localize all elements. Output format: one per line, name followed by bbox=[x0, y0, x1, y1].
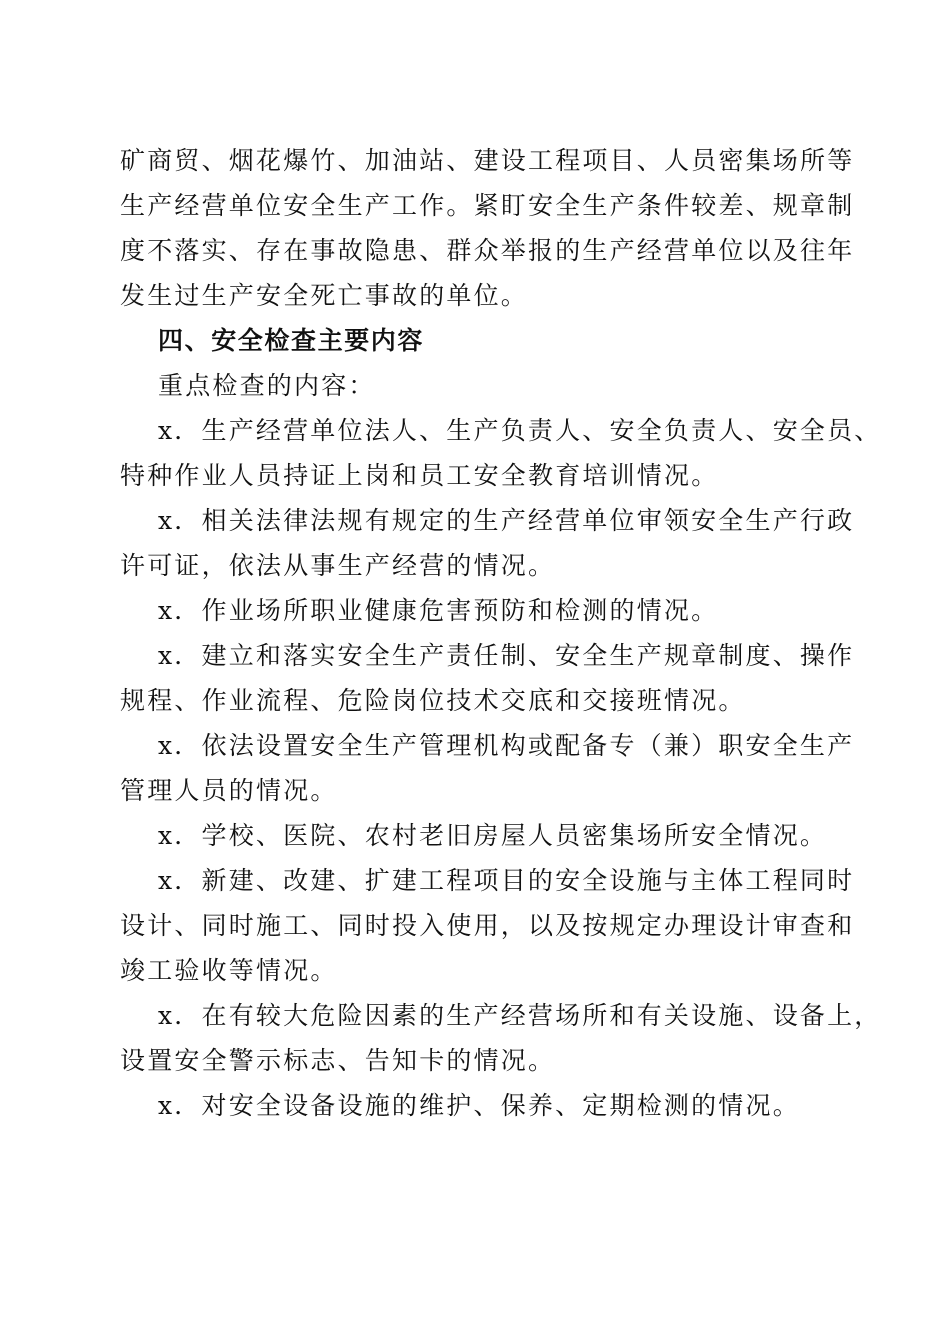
text-line: 发生过生产安全死亡事故的单位。 bbox=[120, 281, 529, 310]
document-body bbox=[120, 138, 882, 1128]
text-line: 度不落实、存在事故隐患、群众举报的生产经营单位以及往年 bbox=[120, 236, 855, 265]
text-line: 重点检查的内容： bbox=[158, 371, 376, 400]
list-item-9: x．对安全设备设施的维护、保养、定期检测的情况。 bbox=[158, 1091, 800, 1120]
list-item-8: x．在有较大危险因素的生产经营场所和有关设施、设备上， bbox=[158, 1001, 882, 1030]
list-item-4: x．建立和落实安全生产责任制、安全生产规章制度、操作 bbox=[158, 641, 855, 670]
list-item-3: x．作业场所职业健康危害预防和检测的情况。 bbox=[158, 596, 719, 625]
list-item-5: x．依法设置安全生产管理机构或配备专（兼）职安全生产 bbox=[158, 731, 855, 760]
list-item-2: x．相关法律法规有规定的生产经营单位审领安全生产行政 bbox=[158, 506, 855, 535]
section-heading: 四、安全检查主要内容 bbox=[158, 326, 425, 355]
text-line: 许可证，依法从事生产经营的情况。 bbox=[120, 551, 556, 580]
text-line: 管理人员的情况。 bbox=[120, 776, 338, 805]
text-line: 设置安全警示标志、告知卡的情况。 bbox=[120, 1046, 556, 1075]
text-line: 矿商贸、烟花爆竹、加油站、建设工程项目、人员密集场所等 bbox=[120, 146, 855, 175]
text-line: 特种作业人员持证上岗和员工安全教育培训情况。 bbox=[120, 461, 719, 490]
text-line: 生产经营单位安全生产工作。紧盯安全生产条件较差、规章制 bbox=[120, 191, 855, 220]
list-item-7: x．新建、改建、扩建工程项目的安全设施与主体工程同时 bbox=[158, 866, 855, 895]
text-line: 竣工验收等情况。 bbox=[120, 956, 338, 985]
list-item-6: x．学校、医院、农村老旧房屋人员密集场所安全情况。 bbox=[158, 821, 828, 850]
text-line: 设计、同时施工、同时投入使用，以及按规定办理设计审查和 bbox=[120, 911, 855, 940]
text-line: 规程、作业流程、危险岗位技术交底和交接班情况。 bbox=[120, 686, 746, 715]
list-item-1: x．生产经营单位法人、生产负责人、安全负责人、安全员、 bbox=[158, 416, 882, 445]
